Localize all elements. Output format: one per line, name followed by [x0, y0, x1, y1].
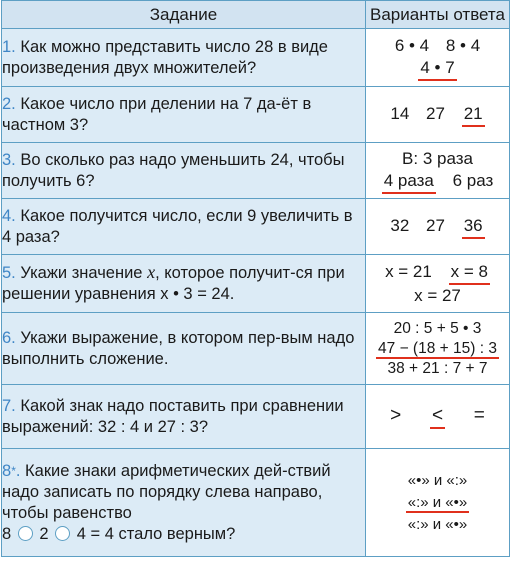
answers-5 — [366, 255, 510, 313]
answers-3 — [366, 143, 510, 199]
answers-2 — [366, 87, 510, 143]
question-5 — [2, 255, 366, 313]
question-number: 6. — [2, 328, 16, 347]
answer-option-selected[interactable]: 47 − (18 + 15) : 3 — [378, 339, 497, 357]
question-text: Как можно представить число 28 в виде произведения двух множителей? — [2, 37, 328, 77]
equation-term: 4 = 4 — [76, 524, 114, 543]
question-text: Укажи выражение, в котором пер-вым надо выполнить сложение. — [2, 328, 355, 368]
question-3 — [2, 143, 366, 199]
answer-option-selected[interactable]: 36 — [462, 215, 485, 239]
question-text-cont: , которое получит-ся при решении уравнения — [2, 264, 345, 303]
question-number: 8 — [2, 461, 12, 480]
blank-circle[interactable] — [55, 526, 70, 541]
answer-option-selected[interactable]: «:» и «•» — [407, 493, 468, 511]
question-text: Какое число при делении на 7 да-ёт в частном 3? — [2, 94, 312, 134]
question-text: Какой знак надо поставить при сравнении выражений: 32 : 4 и 27 : 3? — [2, 396, 344, 436]
question-text: Укажи значение — [20, 264, 143, 282]
equation-term: 2 — [39, 524, 49, 543]
question-8: 8*. Какие знаки арифметических дей-ствий надо записать по порядку слева направо, чтобы равенство 8 2 4 = 4 стало верным? — [2, 449, 366, 557]
header-answers: Варианты ответа — [366, 1, 510, 29]
question-number: 5. — [2, 264, 16, 282]
header-task: Задание — [2, 1, 366, 29]
answers-7 — [366, 385, 510, 449]
answer-option-selected[interactable]: 4 • 7 — [418, 57, 456, 81]
question-row-5 — [2, 255, 510, 313]
question-number: 3. — [2, 150, 16, 169]
answer-option[interactable]: x = 21 — [385, 261, 432, 281]
question-1 — [2, 29, 366, 87]
question-row-7 — [2, 385, 510, 449]
answer-option-selected[interactable]: x = 8 — [449, 261, 490, 285]
blank-circle[interactable] — [18, 526, 33, 541]
answer-option[interactable]: 6 • 4 — [394, 35, 430, 55]
question-row-2 — [2, 87, 510, 143]
header-row — [2, 1, 510, 29]
answer-option[interactable]: «:» и «•» — [407, 515, 468, 533]
answer-option[interactable]: «•» и «:» — [407, 471, 468, 489]
question-number: 1. — [2, 37, 16, 56]
question-text: Во сколько раз надо уменьшить 24, чтобы получить 6? — [2, 150, 345, 190]
question-text: Какие знаки арифметических дей-ствий надо записать по порядку слева направо, чтобы равенство — [2, 461, 331, 522]
question-number: 2. — [2, 94, 16, 113]
answer-option[interactable]: 38 + 21 : 7 + 7 — [387, 359, 488, 377]
answer-option[interactable]: = — [473, 404, 485, 426]
answer-option-selected[interactable]: < — [430, 405, 445, 429]
equation: x • 3 = 24. — [160, 285, 235, 303]
question-row-8 — [2, 449, 510, 557]
question-row-6 — [2, 313, 510, 385]
question-number: 4. — [2, 206, 16, 225]
answer-option[interactable]: 32 — [390, 215, 410, 235]
answer-option[interactable]: 27 — [426, 103, 445, 123]
quiz-table — [1, 0, 510, 557]
question-row-3 — [2, 143, 510, 199]
variable-x: x — [147, 262, 156, 282]
equation-term: 8 — [2, 524, 12, 543]
question-4 — [2, 199, 366, 255]
question-2 — [2, 87, 366, 143]
answer-option-selected[interactable]: 4 раза — [382, 170, 436, 194]
answers-8 — [366, 449, 510, 557]
answer-option[interactable]: В: 3 раза — [402, 148, 473, 168]
answer-option[interactable]: 14 — [390, 103, 410, 123]
answer-option[interactable]: 27 — [426, 215, 445, 235]
answer-option[interactable]: 8 • 4 — [445, 35, 481, 55]
answers-6 — [366, 313, 510, 385]
answer-option[interactable]: > — [390, 404, 402, 426]
answer-option-selected[interactable]: 21 — [462, 103, 485, 127]
question-text-cont: стало верным? — [118, 524, 236, 543]
star-mark: * — [11, 463, 16, 478]
answer-option[interactable]: 6 раз — [452, 170, 494, 190]
answers-4 — [366, 199, 510, 255]
question-7 — [2, 385, 366, 449]
answer-option[interactable]: 20 : 5 + 5 • 3 — [393, 319, 482, 337]
question-6 — [2, 313, 366, 385]
answers-1 — [366, 29, 510, 87]
answer-option[interactable]: x = 27 — [414, 285, 461, 305]
question-row-4 — [2, 199, 510, 255]
question-text: Какое получится число, если 9 увеличить в 4 раза? — [2, 206, 353, 246]
question-row-1 — [2, 29, 510, 87]
question-number: 7. — [2, 396, 16, 415]
